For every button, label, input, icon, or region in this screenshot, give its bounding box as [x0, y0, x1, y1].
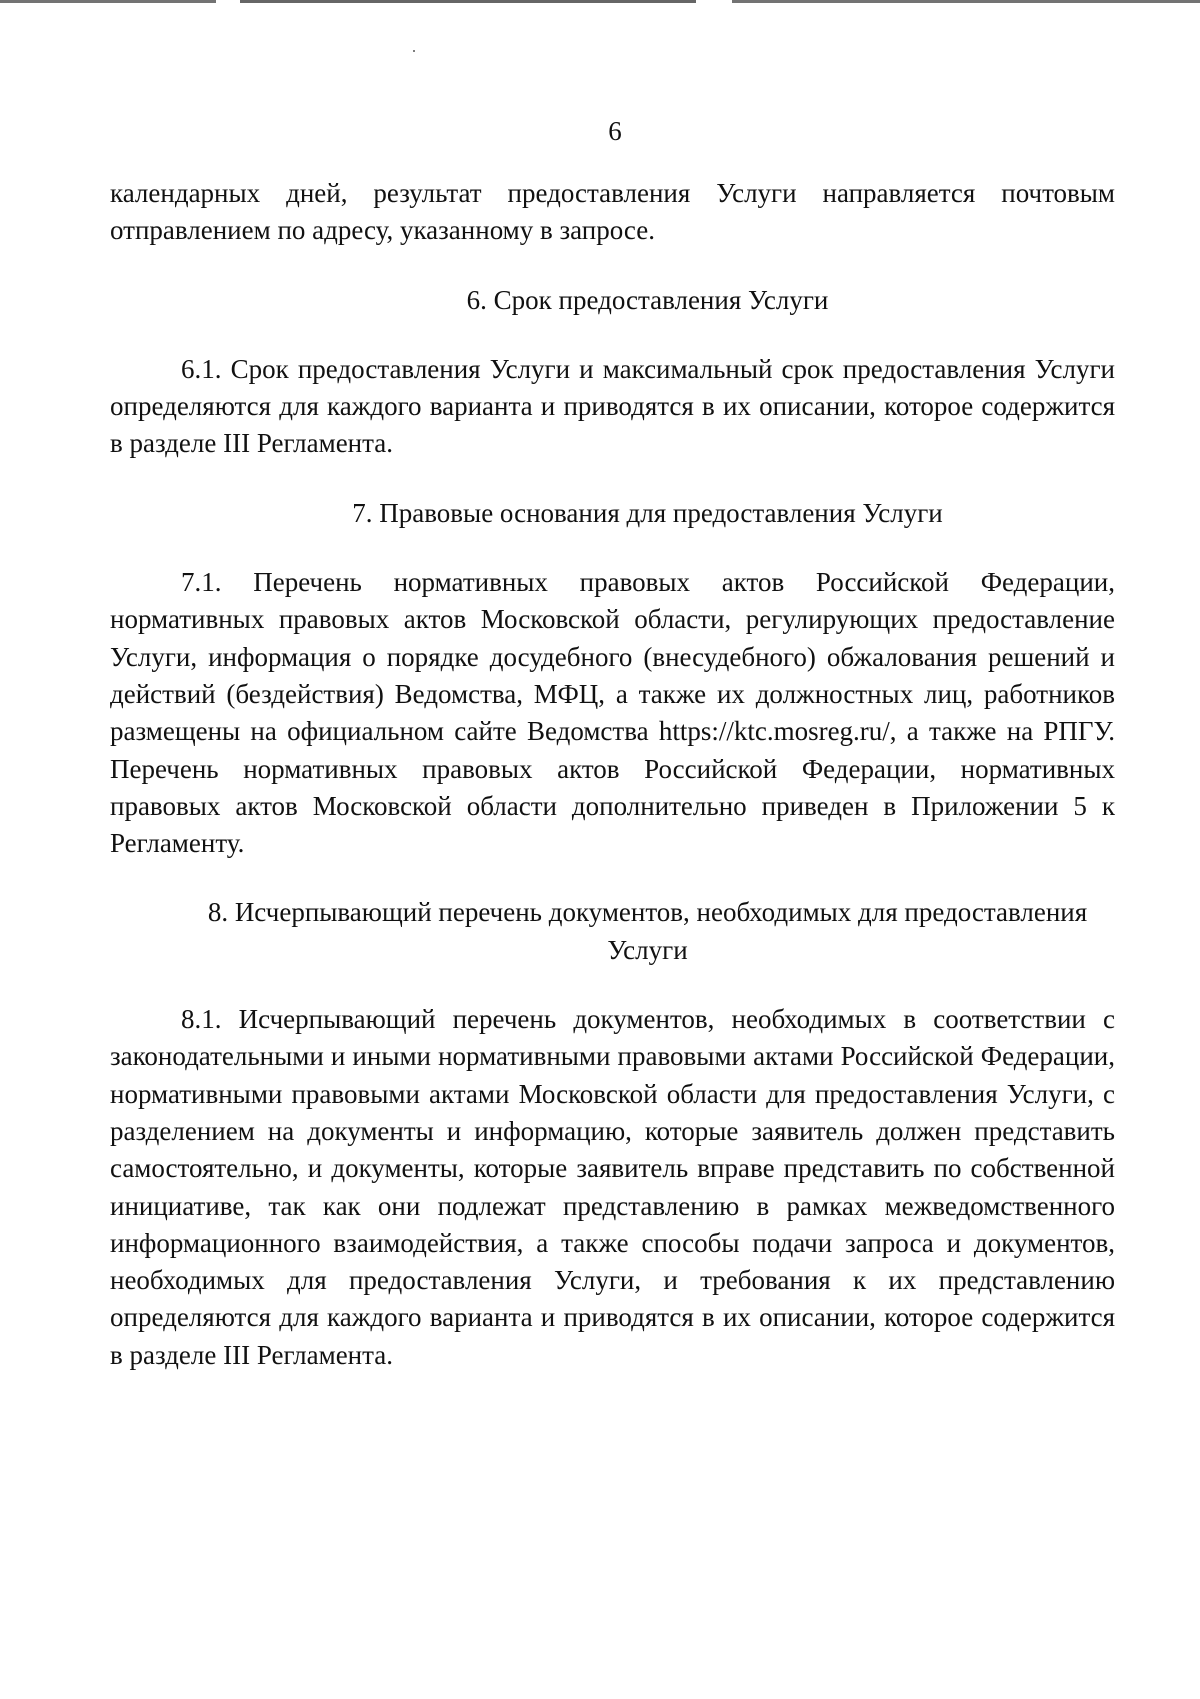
- paragraph-7-1: 7.1. Перечень нормативных правовых актов Российской Федерации, нормативных правовых актов Московской области, регулирующих предоставление Услуги, информация о порядке досудебного (внесудебного) обжалования решений и действий (бездействия) Ведомства, МФЦ, а также их должностных лиц, работников размещены на официальном сайте Ведомства https://ktc.mosreg.ru/, а также на РПГУ. Перечень нормативных правовых актов Российской Федерации, нормативных правовых актов Московской области дополнительно приведен в Приложении 5 к Регламенту.: [110, 567, 1115, 859]
- document-body: [110, 175, 1115, 1374]
- page-number: 6: [608, 116, 622, 146]
- paragraph-continuation: календарных дней, результат предоставления Услуги направляется почтовым отправлением по адресу, указанному в запросе.: [110, 178, 1115, 246]
- scan-speck: [413, 50, 415, 52]
- section-heading-6: 6. Срок предоставления Услуги: [466, 284, 829, 315]
- section-heading-7: 7. Правовые основания для предоставления Услуги: [352, 497, 943, 528]
- paragraph-8-1: 8.1. Исчерпывающий перечень документов, необходимых в соответствии с законодательными и иными нормативными правовыми актами Российской Федерации, нормативными правовыми актами Московской области для предоставления Услуги, с разделением на документы и информацию, которые заявитель должен представить самостоятельно, и документы, которые заявитель вправе представить по собственной инициативе, так как они подлежат представлению в рамках межведомственного информационного взаимодействия, а также способы подачи запроса и документов, необходимых для предоставления Услуги, и требования к их представлению определяются для каждого варианта и приводятся в их описании, которое содержится в разделе III Регламента.: [110, 1004, 1115, 1370]
- paragraph-6-1: 6.1. Срок предоставления Услуги и максимальный срок предоставления Услуги определяются для каждого варианта и приводятся в их описании, которое содержится в разделе III Регламента.: [110, 353, 1115, 459]
- section-heading-8: 8. Исчерпывающий перечень документов, необходимых для предоставления Услуги: [207, 897, 1088, 965]
- scan-top-edge: [0, 0, 1200, 3]
